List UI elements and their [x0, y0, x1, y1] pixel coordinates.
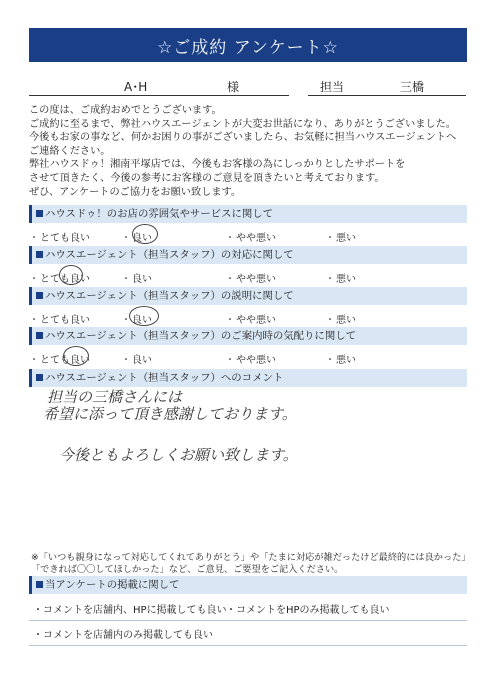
question-1-label: ハウスドゥ！のお店の雰囲気やサービスに関して	[45, 208, 274, 220]
question-4-label: ハウスエージェント（担当スタッフ）のご案内時の気配りに関して	[45, 330, 356, 342]
publication-label: 当アンケートの掲載に関して	[45, 579, 180, 591]
intro-line: 今後もお家の事など、何かお困りの事がございましたら、お気軽に担当ハウスエージェントへ	[29, 132, 457, 144]
option-bad[interactable]: ・悪い	[325, 315, 356, 326]
intro-line: この度は、ご成約おめでとうございます。	[29, 105, 222, 116]
option-good[interactable]: ・良い	[121, 274, 152, 285]
customer-honorific: 様	[227, 80, 240, 94]
intro-line: ぜひ、アンケートのご協力をお願い致します。	[29, 186, 242, 198]
publication-option-store-only[interactable]: ・コメントを店舗内のみ掲載しても良い	[33, 630, 213, 641]
customer-name-field	[29, 76, 289, 96]
option-somewhat-bad[interactable]: ・やや悪い	[225, 233, 276, 244]
square-bullet-icon	[36, 210, 43, 217]
publication-option-store-and-hp[interactable]: ・コメントを店舗内、HPに掲載しても良い	[33, 605, 227, 616]
intro-text	[29, 104, 469, 199]
handwritten-comment-line: 今後ともよろしくお願い致します。	[59, 446, 298, 464]
option-bad[interactable]: ・悪い	[325, 355, 356, 366]
handwritten-comment-line: 希望に添って頂き感謝しております。	[43, 405, 297, 423]
staff-name: 三橋	[400, 80, 425, 94]
option-bad[interactable]: ・悪い	[325, 274, 356, 285]
staff-field	[308, 76, 466, 96]
option-very-good[interactable]: ・とても良い	[29, 315, 90, 326]
question-2-header	[29, 246, 467, 264]
publication-option-hp-only[interactable]: ・コメントをHPのみ掲載しても良い	[226, 605, 390, 616]
question-1-options	[29, 224, 467, 246]
question-4-options	[29, 346, 467, 368]
intro-line: させて頂きたく、今後の参考にお客様のご意見を頂きたいと考えております。	[29, 172, 385, 184]
option-good[interactable]: ・良い	[121, 355, 152, 366]
intro-line: ご連絡ください。	[29, 145, 111, 157]
comment-instructions	[31, 552, 469, 575]
publication-header	[29, 576, 467, 594]
staff-label: 担当	[320, 80, 345, 94]
divider	[29, 645, 467, 646]
option-bad[interactable]: ・悪い	[325, 233, 356, 244]
customer-initials: A･H	[124, 80, 148, 94]
question-2-label: ハウスエージェント（担当スタッフ）の対応に関して	[45, 249, 294, 261]
comment-note-line: ※「いつも親身になって対応してくれてありがとう」や「たまに対応が雑だったけど最終的には良かった」	[31, 552, 471, 563]
option-very-good[interactable]: ・とても良い	[29, 274, 90, 285]
square-bullet-icon	[36, 332, 43, 339]
question-1-header	[29, 205, 467, 223]
comment-area[interactable]	[29, 370, 471, 574]
question-3-header	[29, 287, 467, 305]
option-good[interactable]: ・良い	[121, 315, 152, 326]
option-somewhat-bad[interactable]: ・やや悪い	[225, 315, 276, 326]
divider	[29, 620, 467, 621]
option-somewhat-bad[interactable]: ・やや悪い	[225, 355, 276, 366]
survey-title: ☆ご成約 アンケート☆	[29, 28, 467, 62]
option-good[interactable]: ・良い	[121, 233, 152, 244]
square-bullet-icon	[36, 581, 43, 588]
question-2-options	[29, 265, 467, 287]
intro-line: ご成約に至るまで、弊社ハウスエージェントが大変お世話になり、ありがとうございました。	[29, 118, 456, 130]
option-very-good[interactable]: ・とても良い	[29, 233, 90, 244]
square-bullet-icon	[36, 292, 43, 299]
square-bullet-icon	[36, 251, 43, 258]
option-very-good[interactable]: ・とても良い	[29, 355, 90, 366]
comment-note-line: 「できれば〇〇してほしかった」など、ご意見、ご要望をご記入ください。	[31, 563, 344, 575]
question-3-label: ハウスエージェント（担当スタッフ）の説明に関して	[45, 290, 294, 302]
question-4-header	[29, 327, 467, 345]
intro-line: 弊社ハウスドゥ！湘南平塚店では、今後もお客様の為にしっかりとしたサポートを	[29, 159, 406, 171]
question-3-options	[29, 306, 467, 328]
handwritten-comment-line: 担当の三橋さんには	[47, 388, 183, 406]
comment-label: ハウスエージェント（担当スタッフ）へのコメント	[45, 372, 284, 384]
option-somewhat-bad[interactable]: ・やや悪い	[225, 274, 276, 285]
